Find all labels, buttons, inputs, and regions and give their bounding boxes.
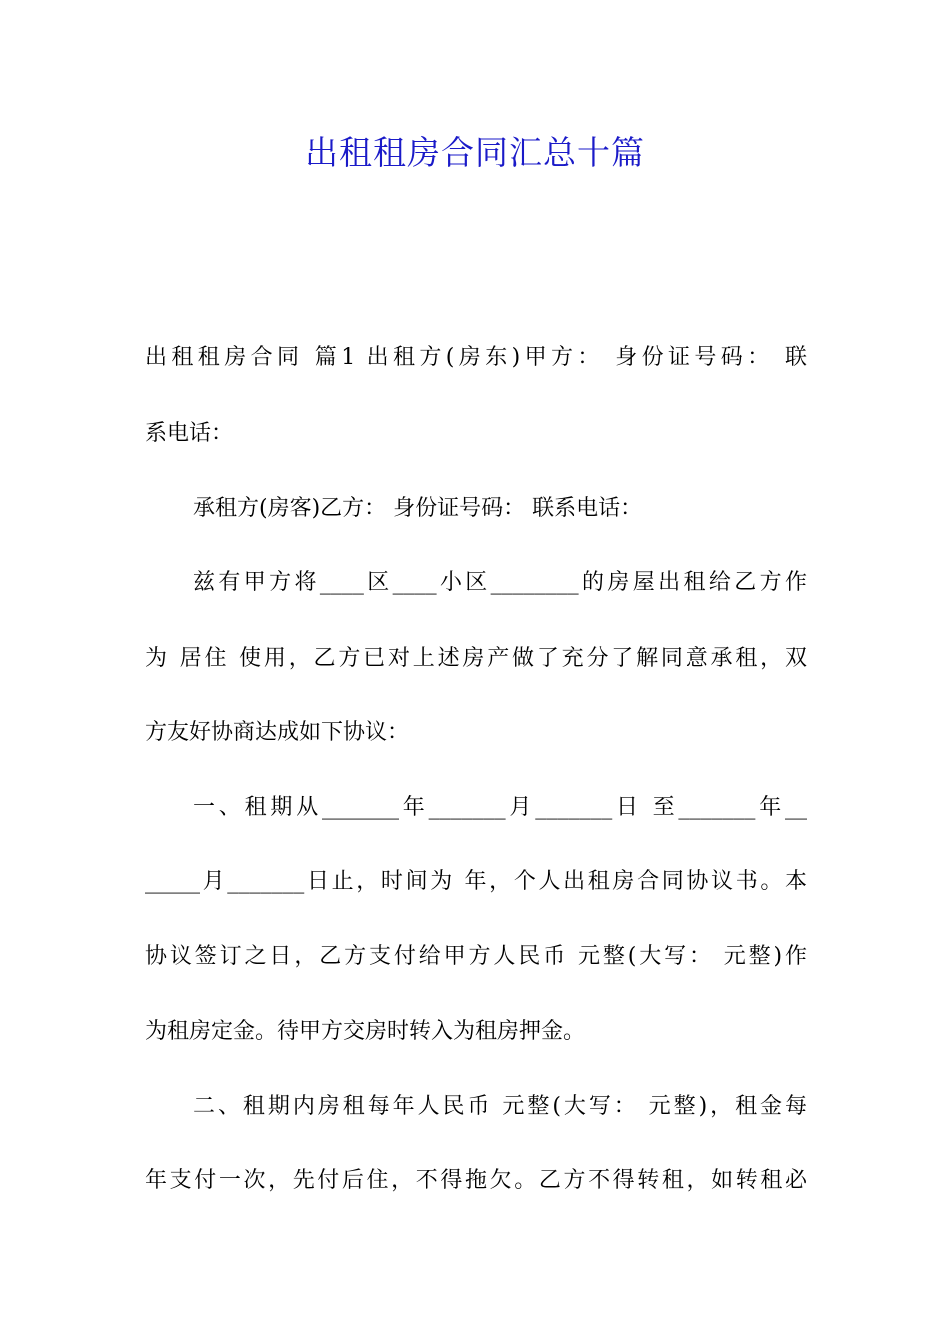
document-title: 出租租房合同汇总十篇 xyxy=(305,133,645,172)
paragraph-line: 年支付一次，先付后住，不得拖欠。乙方不得转租，如转租必 xyxy=(145,1168,807,1193)
paragraph-line: 为租房定金。待甲方交房时转入为租房押金。 xyxy=(145,1019,586,1044)
paragraph-line: 二、租期内房租每年人民币 元整(大写： 元整)，租金每 xyxy=(193,1094,807,1119)
paragraph-line: 出租租房合同 篇1 出租方(房东)甲方： 身份证号码： 联 xyxy=(145,345,807,370)
paragraph-line: 兹有甲方将____区____小区________的房屋出租给乙方作 xyxy=(193,570,807,595)
paragraph-line: 系电话： xyxy=(145,421,234,446)
paragraph-line: 协议签订之日，乙方支付给甲方人民币 元整(大写： 元整)作 xyxy=(145,944,807,969)
paragraph-line: 方友好协商达成如下协议： xyxy=(145,720,410,745)
paragraph-line: 为 居住 使用，乙方已对上述房产做了充分了解同意承租，双 xyxy=(145,646,807,671)
paragraph-line: 承租方(房客)乙方： 身份证号码： 联系电话： xyxy=(193,496,643,521)
paragraph-line: _____月_______日止，时间为 年，个人出租房合同协议书。本 xyxy=(145,869,807,894)
paragraph-line: 一、租期从_______年_______月_______日 至_______年__ xyxy=(193,795,807,820)
